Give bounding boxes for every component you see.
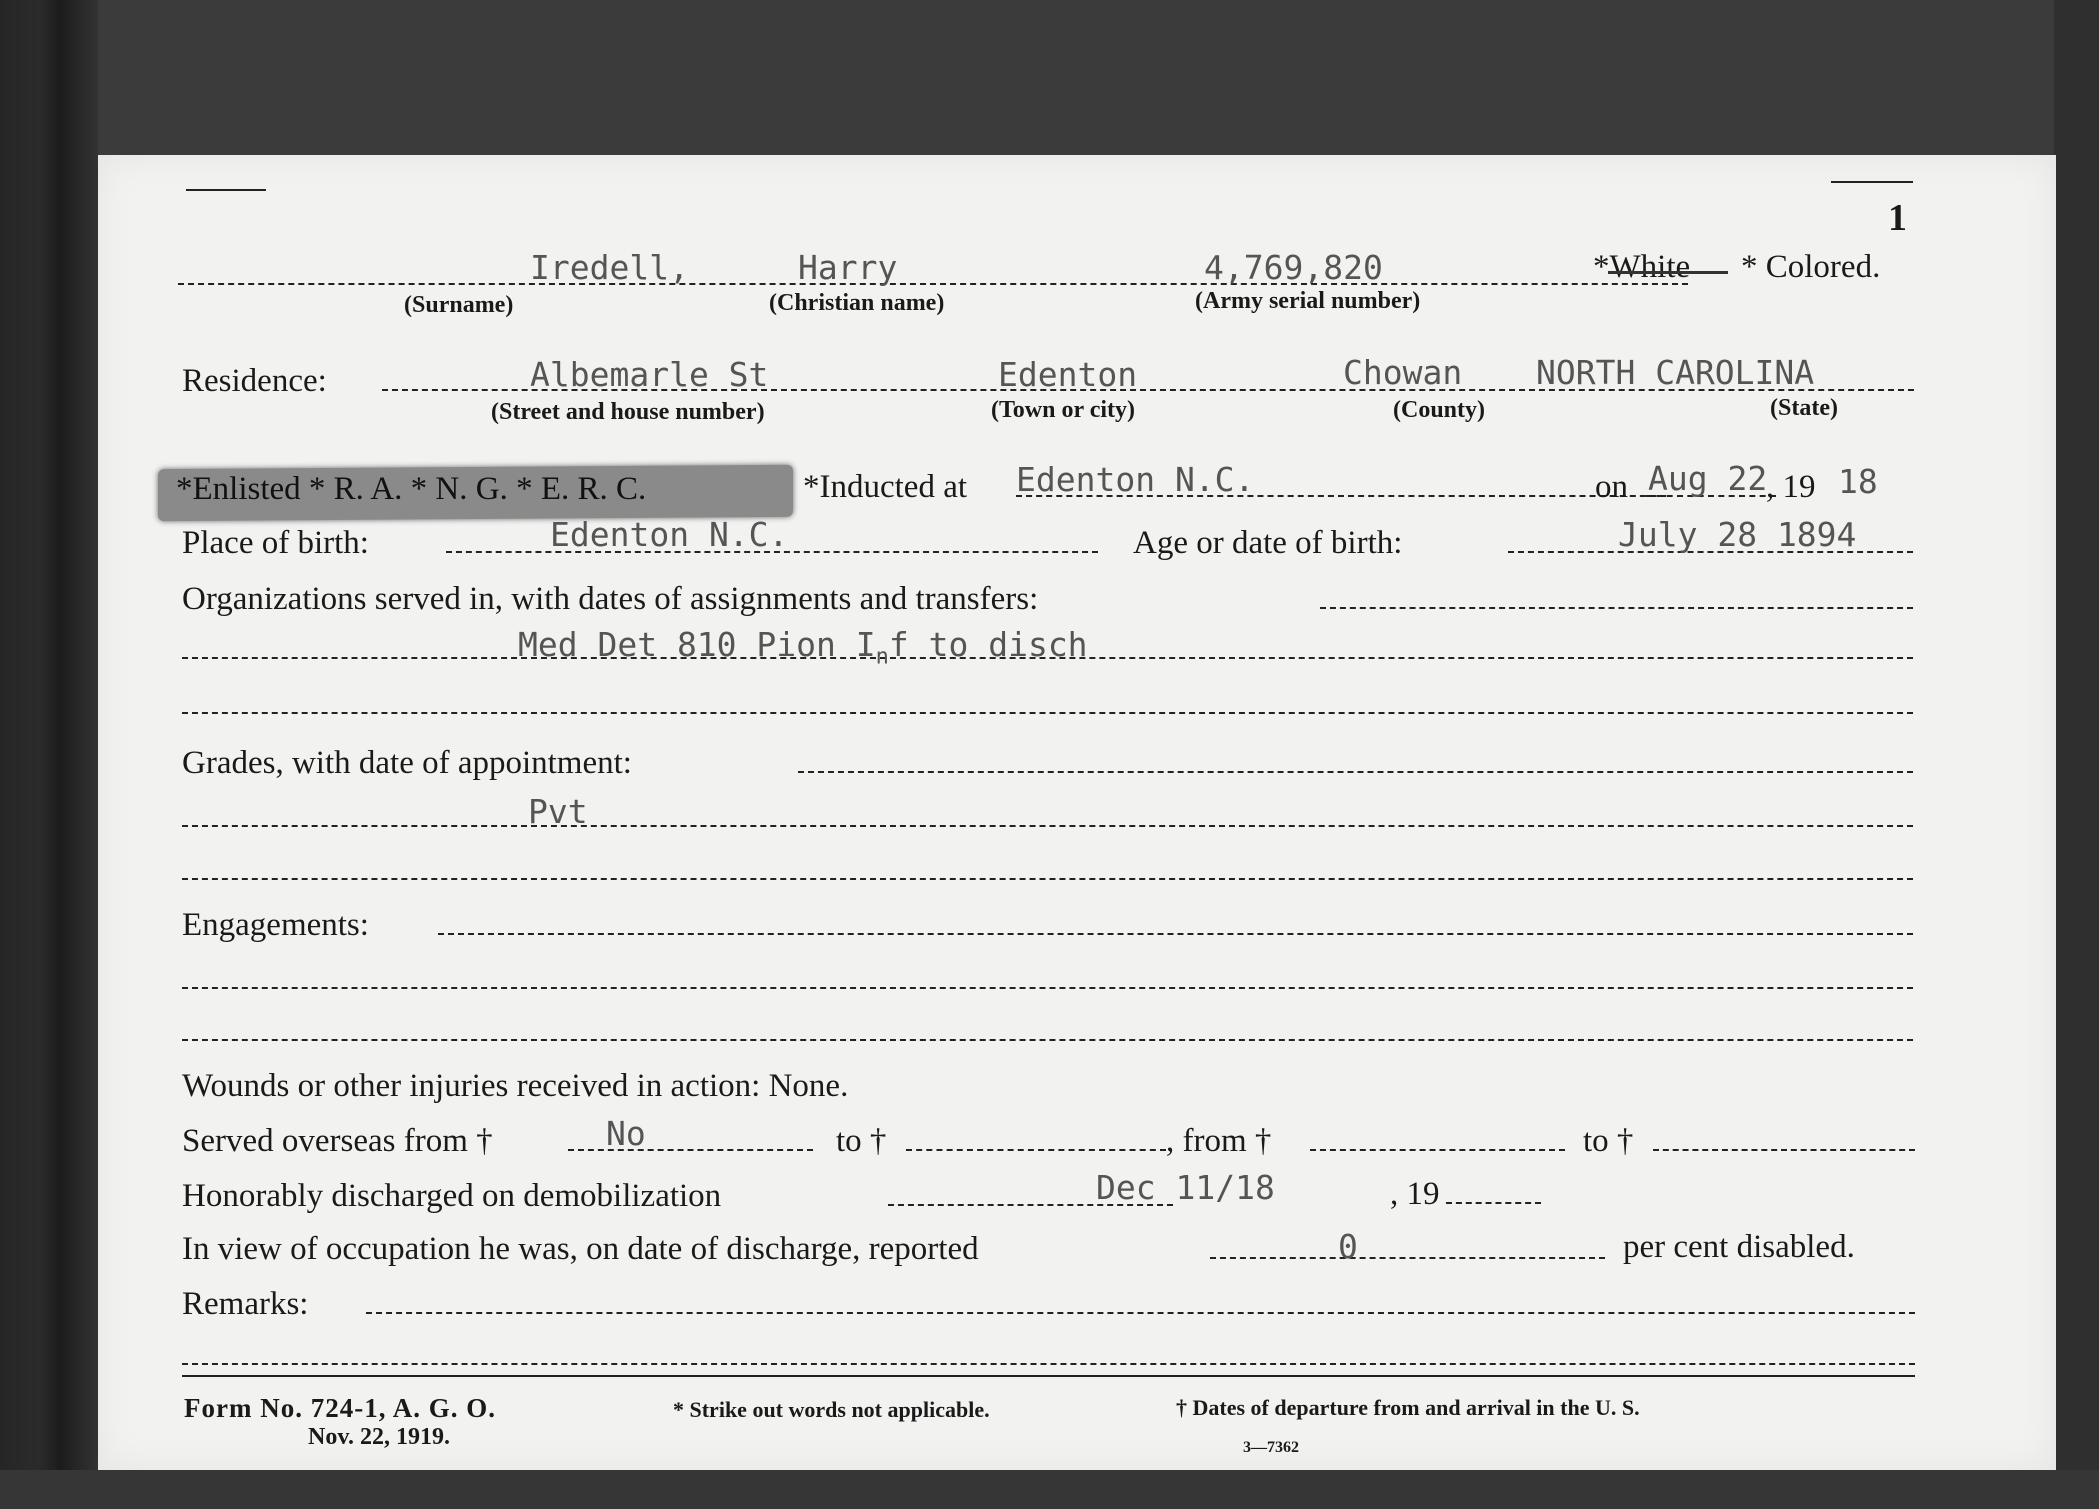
surname-value: Iredell, <box>530 248 689 287</box>
street-value: Albemarle St <box>530 355 769 394</box>
corner-mark-left <box>186 189 266 191</box>
organizations-value: Med Det 810 Pion $I_nf$ to disch <box>518 625 1088 670</box>
overseas-from-label: Served overseas from † <box>182 1123 493 1159</box>
overseas-from2-label: , from † <box>1166 1123 1272 1159</box>
overseas-from-fill <box>568 1149 813 1151</box>
age-label: Age or date of birth: <box>1133 525 1403 561</box>
remarks-label: Remarks: <box>182 1286 309 1322</box>
race-colored: * Colored. <box>1741 249 1881 285</box>
service-record-card <box>98 155 2056 1470</box>
county-value: Chowan <box>1343 353 1463 392</box>
residence-label: Residence: <box>182 363 327 399</box>
wounds-value: None. <box>768 1068 849 1104</box>
background-left-edge <box>0 0 98 1509</box>
state-caption: (State) <box>1770 395 1838 421</box>
street-caption: (Street and house number) <box>491 399 765 425</box>
year-prefix: , 19 <box>1766 469 1816 505</box>
race-white: *White <box>1593 249 1691 285</box>
enlistment-types: *Enlisted * R. A. * N. G. * E. R. C. <box>176 471 647 507</box>
christian-name-value: Harry <box>798 248 898 287</box>
overseas-from2-fill <box>1310 1149 1565 1151</box>
disability-value: 0 <box>1338 1227 1358 1266</box>
discharge-year-suffix: , 19 <box>1390 1176 1440 1212</box>
background-top <box>0 0 2099 155</box>
discharge-label: Honorably discharged on demobilization <box>182 1178 722 1214</box>
grades-fill-line-1 <box>798 771 1913 773</box>
inducted-at-value: Edenton N.C. <box>1016 460 1255 499</box>
remarks-fill-line-1 <box>366 1312 1915 1314</box>
state-value: NORTH CAROLINA <box>1536 353 1815 392</box>
wounds-label: Wounds or other injuries received in action: None. <box>182 1068 849 1104</box>
background-right-edge <box>2054 0 2099 1509</box>
race-white-strikeout <box>1608 271 1728 274</box>
inducted-at-label: *Inducted at <box>803 469 968 505</box>
organizations-fill-line-1 <box>1320 607 1913 609</box>
grades-label: Grades, with date of appointment: <box>182 745 632 781</box>
inducted-year-value: 18 <box>1838 462 1878 501</box>
disability-label: In view of occupation he was, on date of discharge, reported <box>182 1231 979 1267</box>
place-of-birth-value: Edenton N.C. <box>550 515 789 554</box>
town-value: Edenton <box>998 355 1138 394</box>
overseas-to2-fill <box>1653 1149 1915 1151</box>
town-caption: (Town or city) <box>991 397 1135 423</box>
disability-suffix: per cent disabled. <box>1623 1229 1855 1265</box>
corner-mark-right <box>1831 181 1913 183</box>
engagements-label: Engagements: <box>182 907 369 943</box>
engagements-fill-line-3 <box>182 1039 1913 1041</box>
footnote-dates: † Dates of departure from and arrival in the U. S. <box>1176 1395 1640 1420</box>
overseas-to-label: to † <box>836 1123 887 1159</box>
inducted-date-value: Aug 22 <box>1648 459 1768 498</box>
date-of-birth-value: July 28 1894 <box>1618 515 1857 554</box>
name-fill-line <box>178 283 1688 285</box>
surname-caption: (Surname) <box>404 292 514 318</box>
overseas-to2-label: to † <box>1583 1123 1634 1159</box>
overseas-to-fill <box>906 1149 1166 1151</box>
discharge-year-fill <box>1446 1202 1541 1204</box>
background-bottom <box>0 1470 2099 1509</box>
overseas-from-value: No <box>606 1114 646 1153</box>
grades-fill-line-2 <box>182 825 1913 827</box>
county-caption: (County) <box>1393 397 1486 423</box>
organizations-fill-line-3 <box>182 712 1913 714</box>
print-code: 3—7362 <box>1243 1439 1299 1456</box>
form-number: Form No. 724-1, A. G. O. <box>184 1393 496 1423</box>
grades-value: Pvt <box>528 792 588 831</box>
remarks-fill-line-2 <box>182 1363 1915 1365</box>
organizations-label: Organizations served in, with dates of assignments and transfers: <box>182 581 1039 617</box>
engagements-fill-line-1 <box>438 933 1913 935</box>
form-date: Nov. 22, 1919. <box>308 1424 451 1450</box>
footer-rule <box>182 1375 1915 1377</box>
footnote-strike: * Strike out words not applicable. <box>673 1397 990 1422</box>
discharge-date-value: Dec 11/18 <box>1096 1168 1275 1207</box>
serial-number-caption: (Army serial number) <box>1195 288 1421 314</box>
christian-name-caption: (Christian name) <box>769 290 945 316</box>
disability-fill <box>1210 1257 1605 1259</box>
grades-fill-line-3 <box>182 878 1913 880</box>
engagements-fill-line-2 <box>182 987 1913 989</box>
on-label: on <box>1595 469 1628 505</box>
place-of-birth-label: Place of birth: <box>182 525 369 561</box>
card-number: 1 <box>1888 197 1907 239</box>
serial-number-value: 4,769,820 <box>1204 248 1383 287</box>
